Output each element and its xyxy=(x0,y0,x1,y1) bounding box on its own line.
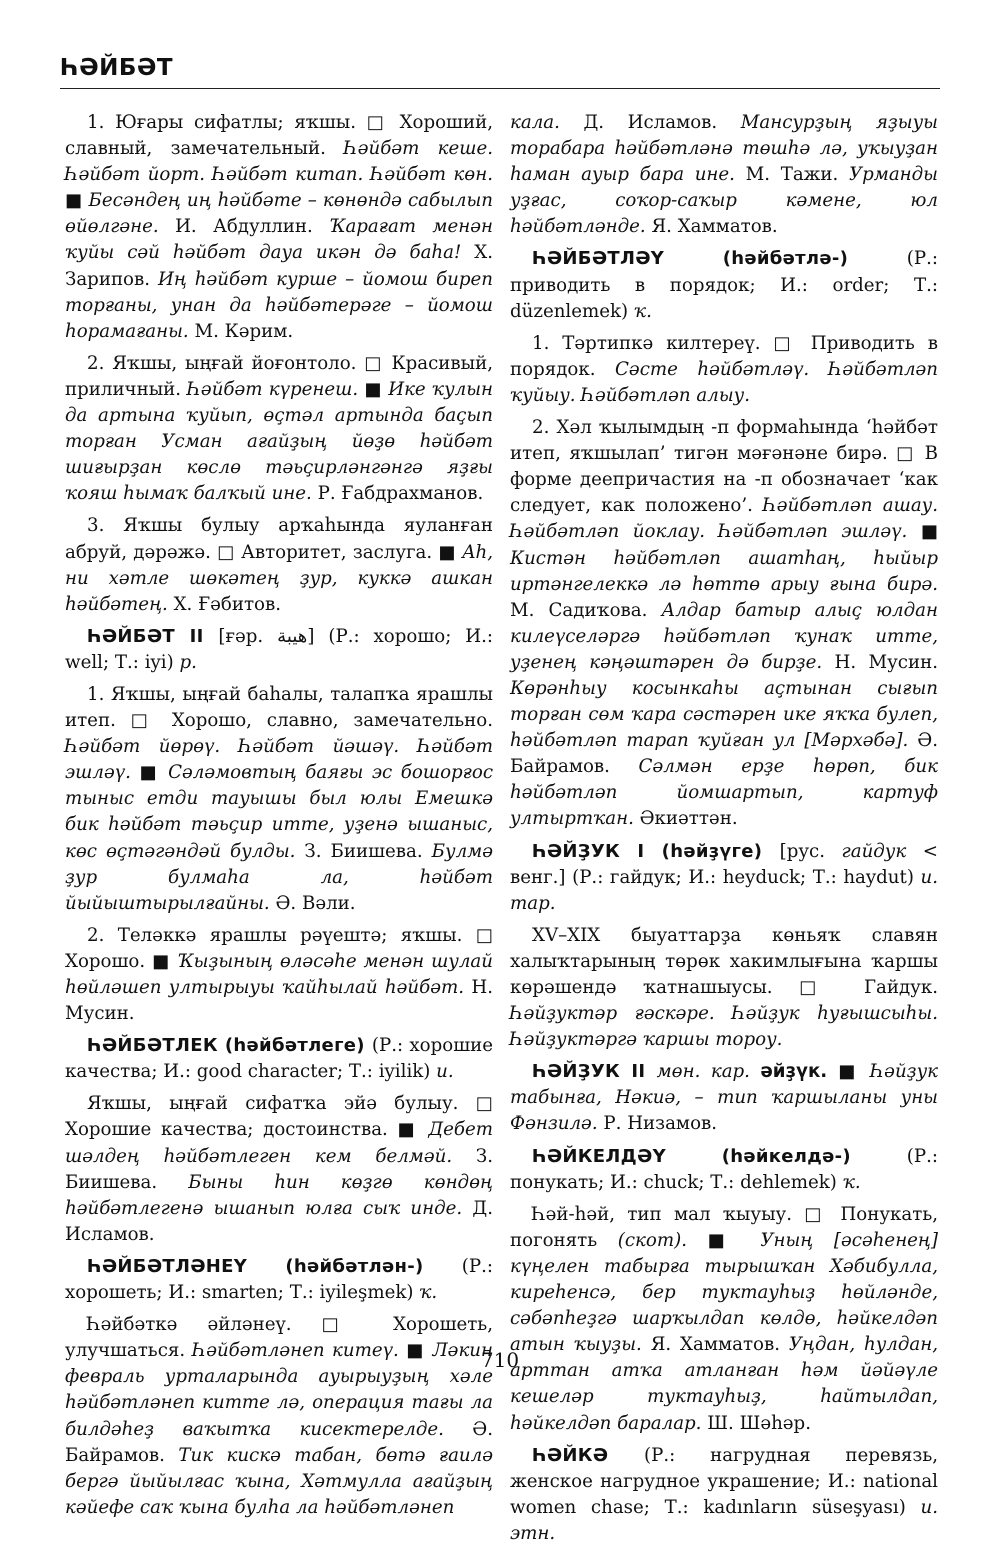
entry-text: 2. Хәл ҡылымдың -п формаһында ‘һәйбәт итеп, яҡшылап’ тигән мәғәнәне бирә. □ В форме деепричастия на -п обозначает ‘как следует, как положено’. xyxy=(510,417,938,517)
example-italic: Бесәндең иң һәйбәте – көнөндә сабылып өйөлгәне. xyxy=(65,190,493,238)
entry-paragraph xyxy=(510,923,938,1053)
example-italic: (скот). xyxy=(617,1229,708,1251)
example-italic: ҡ. xyxy=(842,1171,861,1193)
right-column xyxy=(510,110,938,1544)
entry-text: XV–XIX быуаттарҙа көньяҡ славян халыҡтарының төрөк хакимлығына ҡаршы көрәшендә ҡатнашыусы. □ Гайдук. xyxy=(510,924,938,998)
headword: ҺӘЙКЕЛДӘҮ (һәйкелдә-) xyxy=(532,1145,907,1167)
example-italic: Сәләмовтың баяғы эс бошорғос тыныс етди тауышы был юлы Емешкә бик һәйбәт тәьҫир итте, уҙенә ышаныс, көс өҫтәгәндәй булды. xyxy=(65,762,494,862)
example-italic: мөн. кар. xyxy=(656,1061,761,1083)
example-italic: кала. xyxy=(510,112,584,133)
entry-text: Х. Зарипов. xyxy=(65,242,493,290)
entry-text: 2. Яҡшы, ыңғай йоғонтоло. □ Красивый, приличный. xyxy=(65,352,493,400)
entry-paragraph xyxy=(65,1091,493,1248)
example-italic: Һәйбәтләп ашау. Һәйбәтләп йоклау. Һәйбәтләп эшләү. xyxy=(510,495,938,543)
entry-text: Х. Ғәбитов. xyxy=(173,593,282,615)
entry-text: М. Кәрим. xyxy=(194,320,294,342)
example-italic: Сәсте һәйбәтләү. Һәйбәтләп ҡуйыу. Һәйбәтләп алыу. xyxy=(510,358,938,406)
entry-text: Һәй-һәй, тип мал ҡыуыу. □ Понукать, погонять xyxy=(510,1203,938,1251)
example-italic: Иң һәйбәт курше – йомош биреп торғаны, унан да һәйбәтерәге – йомош һорамағаны. xyxy=(65,268,493,342)
entry-text: Н. Мусин. xyxy=(65,977,493,1025)
headword: ҺӘЙҘУК II xyxy=(532,1061,657,1083)
entry-text: [рус. xyxy=(779,840,842,862)
entry-text: ■ xyxy=(838,1061,871,1083)
example-italic: Мансурҙың яҙыуы торабара һәйбәтләнә төшһә лә, уҡыуҙан һаман ауыр бара ине. xyxy=(510,112,938,186)
entry-text: З. Биишева. xyxy=(65,1145,493,1193)
example-italic: Тик кискә табан, бөтә ғаилә бергә йыйылғас ҡына, Хәтмулла ағайҙың кәйефе саҡ ҡына булһа ла һәйбәтләнеп xyxy=(65,1444,493,1518)
bold-ref: әйҙүк. xyxy=(760,1061,839,1083)
example-italic: ҡ. xyxy=(633,300,652,322)
example-italic: Дебет шәлдең һәйбәтлеген кем белмәй. xyxy=(65,1119,493,1167)
entry-header xyxy=(510,1443,938,1547)
header-rule xyxy=(60,88,940,89)
headword: ҺӘЙҘУК I (һәйҙүге) xyxy=(532,840,780,862)
example-italic: гайдук xyxy=(841,840,923,862)
entry-text: 1. xyxy=(87,112,116,133)
example-italic: Урманды уҙғас, соҡор-саҡыр кәмене, юл һәйбәтләнде. xyxy=(510,164,938,238)
example-italic: Кистән һәйбәтләп ашатһаң, һыйыр иртәнгелеккә лә һөттө арыу ғына бирә. xyxy=(510,547,938,595)
example-italic: и. xyxy=(436,1061,454,1083)
entry-text: Д. Исламов. xyxy=(65,1197,493,1245)
entry-paragraph xyxy=(65,351,493,508)
entry-paragraph xyxy=(65,513,493,617)
entry-header xyxy=(510,1059,938,1137)
entry-text: Ш. Шәһәр. xyxy=(707,1412,811,1434)
entry-text: Ә. Байрамов. xyxy=(65,1418,493,1466)
example-italic: Һәйҙук табынға, Нәкиә, – тип ҡаршыланы уны Фәнзилә. xyxy=(510,1061,938,1135)
example-italic: и. тар. xyxy=(510,866,938,914)
entry-text: Я. Хамматов. xyxy=(651,216,778,238)
headword: ҺӘЙКӘ xyxy=(532,1444,645,1466)
example-italic: Быны һин көҙгө көндөң һәйбәтлегенә ышанып юлға сыҡ инде. xyxy=(65,1171,493,1219)
entry-text: Һәйбәткә әйләнеү. □ Хорошеть, улучшаться. xyxy=(65,1314,493,1362)
entry-text: (Р.: понукать; И.: chuck; Т.: dehlemek) xyxy=(510,1145,938,1193)
entry-header xyxy=(65,1254,493,1306)
example-italic: Уңдан, һулдан, арттан атҡа атланған һәм йәйәүле кешеләр туктауһыҙ, һайтылдап, һәйкелдәп баралар. xyxy=(510,1334,938,1434)
entry-header xyxy=(65,1033,493,1085)
entry-text: (Р.: нагрудная перевязь, женское нагрудное украшение; И.: national women chase; Т.: kadınların süseşyası) xyxy=(510,1444,938,1518)
example-italic: Алдар батыр алыҫ юлдан килеүселәргә һәйбәтләп ҡунаҡ итте, уҙенең кәңәштәрен дә бирҙе. xyxy=(510,599,938,673)
running-head: ҺӘЙБӘТ xyxy=(60,55,174,81)
entry-text: Яҡшы, ыңғай сифатҡа эйә булыу. □ Хорошие качества; достоинства. ■ xyxy=(65,1093,493,1141)
entry-text: ■ xyxy=(406,1340,433,1362)
headword: ҺӘЙБӘТЛӘНЕҮ (һәйбәтлән-) xyxy=(87,1255,462,1277)
example-italic: ҡ. xyxy=(419,1282,438,1304)
entry-text: [ғәр. هيبة] (Р.: хорошо; И.: well; Т.: iyi) xyxy=(65,625,494,673)
example-italic: Ҡарағат менән ҡуйы сәй һәйбәт дауа икән дә баһа! xyxy=(65,216,493,264)
entry-text: И. Абдуллин. xyxy=(175,216,330,238)
entry-text: Ә. Вәли. xyxy=(275,892,356,914)
left-column xyxy=(65,110,494,1518)
page-number: 710 xyxy=(480,1348,520,1372)
entry-text: ■ xyxy=(920,521,938,543)
entry-text: Я. Хамматов. xyxy=(650,1334,789,1356)
example-italic: Ҡыҙының өләсәһе менән шулай һөйләшеп ултырыуы ҡайһылай һәйбәт. xyxy=(65,950,493,998)
entry-text: Әкиәттән. xyxy=(639,808,738,830)
entry-text: < венг.] (Р.: гайдук; И.: heyduck; Т.: haydut) xyxy=(510,840,938,888)
headword: ҺӘЙБӘТЛӘҮ (һәйбәтлә-) xyxy=(532,248,907,270)
example-italic: Ләкин февраль урталарында ауырыуҙың хәле һәйбәтләнеп китте лә, операция тағы ла билдәһеҙ ваҡытҡа кисектерелде. xyxy=(65,1340,493,1440)
entry-paragraph xyxy=(65,110,493,345)
example-italic: Сәлмән ерҙе һөрөп, бик һәйбәтләп йомшартып, картуф ултыртҡан. xyxy=(510,756,938,830)
entry-paragraph xyxy=(510,110,938,240)
entry-paragraph xyxy=(65,923,493,1027)
entry-text: (Р.: хорошеть; И.: smarten; Т.: iyileşmek) xyxy=(65,1255,493,1304)
entry-header xyxy=(510,246,938,324)
example-italic: Һәйҙуктәр ғәскәре. Һәйҙук һуғышсыһы. Һәйҙуктәргә ҡаршы тороу. xyxy=(510,1003,938,1051)
entry-header xyxy=(65,624,493,676)
entry-paragraph xyxy=(65,682,493,917)
headword: ҺӘЙБӘТЛЕК (һәйбәтлеге) xyxy=(87,1035,372,1057)
example-italic: Ah, ни хәтле шөкәтең ҙур, куккә ашкан һәйбәтең. xyxy=(65,541,493,615)
entry-header xyxy=(510,1144,938,1196)
entry-header xyxy=(510,839,938,917)
entry-text: 1. Яҡшы, ыңғай баһалы, талапҡа ярашлы итеп. □ Хорошо, славно, замечательно. xyxy=(65,683,493,732)
entry-text: (Р.: приводить в порядок; И.: order; Т.: düzenlemek) xyxy=(510,248,938,322)
entry-text: 1. Тәртипкә килтереү. □ Приводить в порядок. xyxy=(510,332,938,380)
example-italic: Һәйбәт кеше. Һәйбәт йорт. Һәйбәт китап. Һәйбәт көн. xyxy=(65,138,493,186)
headword: ҺӘЙБӘТ II xyxy=(87,625,219,647)
example-italic: Уның [әсәһенең] күңелен табырға тырышҡан Хәбибулла, киреһенсә, бер туктауһыҙ һөйләнде, сәбәпһеҙгә шарҡылдап көлдө, һәйкелдәп атын ҡыуҙы. xyxy=(510,1229,938,1356)
entry-paragraph xyxy=(510,415,938,833)
example-italic: Ике ҡулын да артына ҡуйып, өҫтәл артында баҫып торған Усман ағайҙың йөҙө һәйбәт шиғырҙан көслө тәьҫирләнгәнгә яҙғы ҡояш һымаҡ балҡый ине. xyxy=(65,378,493,505)
entry-text: ■ xyxy=(65,190,89,212)
example-italic: р. xyxy=(179,651,197,673)
entry-text: Н. Мусин. xyxy=(834,651,938,673)
example-italic: Һәйбәт йөрөү. Һәйбәт йәшәү. Һәйбәт эшләү. xyxy=(65,736,493,784)
entry-text: 3. Яҡшы булыу арҡаһында яуланған абруй, дәрәжә. □ Авторитет, заслуга. ■ xyxy=(65,515,493,563)
entry-text: Юғары сифатлы; яҡшы. □ Хороший, славный, замечательный. xyxy=(65,112,493,160)
entry-text: ■ xyxy=(707,1229,761,1251)
example-italic: и. этн. xyxy=(510,1496,938,1544)
entry-paragraph xyxy=(510,331,938,409)
example-italic: Һәйбәт күренеш. xyxy=(187,378,365,400)
entry-text: Р. Ғабдрахманов. xyxy=(317,483,484,505)
example-italic: Һәйбәтләнеп китеү. xyxy=(192,1340,407,1362)
entry-text: Ә. Байрамов. xyxy=(510,730,938,778)
entry-text: М. Тажи. xyxy=(745,164,849,186)
example-italic: Көрәнһыу косынкаһы аҫтынан сығып торған сөм ҡара сәстәрен ике яҡҡа булеп, һәйбәтләп тарап ҡуйған ул [Мәрхәбә]. xyxy=(510,677,938,752)
entry-text: З. Биишева. xyxy=(304,840,432,862)
entry-paragraph xyxy=(65,1312,493,1521)
entry-text: 2. Теләккә ярашлы рәүештә; яҡшы. □ Хорошо. ■ xyxy=(65,924,493,972)
entry-text: (Р.: хорошие качества; И.: good character; Т.: iyilik) xyxy=(65,1035,493,1083)
entry-text: ■ xyxy=(364,378,389,400)
entry-text: ■ xyxy=(139,762,169,784)
example-italic: Булмә ҙур булмаһа ла, һәйбәт йыйыштырылғайны. xyxy=(65,840,493,914)
entry-text: М. Садиҡова. xyxy=(510,599,662,621)
entry-paragraph xyxy=(510,1202,938,1437)
entry-text: Д. Исламов. xyxy=(583,112,741,133)
entry-text: Р. Низамов. xyxy=(603,1113,718,1135)
